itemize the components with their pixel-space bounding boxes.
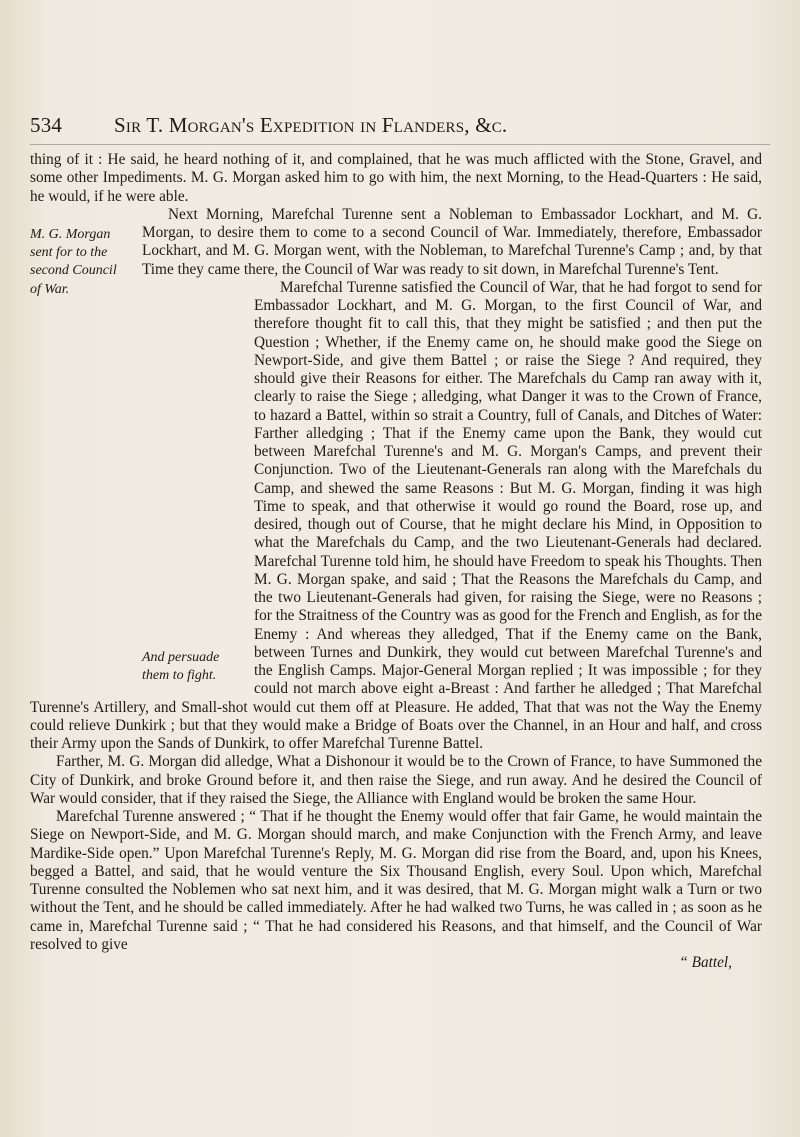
paragraph-1: thing of it : He said, he heard nothing of it, and complained, that he was much afflicted with the Stone, Gravel, and some other Impediments. M. G. Morgan asked him to go with him, the next Morning, to the Head-Quarters : He said, he would, if he were able.: [30, 151, 762, 205]
running-head: [30, 108, 770, 142]
paragraph-3: Marefchal Turenne satisfied the Council of War, that he had forgot to send for Embassador Lockhart, and M. G. Morgan, to the first Council of War, and therefore thought fit to call this, that they might be satisfied ; and then put the Question ; Whether, if the Enemy came on, he should make good the Siege on Newport-Side, and give them Battel ; or raise the Siege ? And required, they should give their Reasons for either. The Marefchals du Camp ran away with it, clearly to raise the Siege ; alledging, what Danger it was to the Crown of France, to hazard a Battel, within so strait a Country, full of Canals, and Ditches of Water: Farther alledging ; That if the Enemy came upon the Bank, they would cut between Marefchal Turenne's and M. G. Morgan's Camps, and prevent their Conjunction. Two of the Lieutenant-Generals ran along with the Marefchals du Camp, and shewed the same Reasons : But M. G. Morgan, finding it was high Time to speak, and that otherwise it would go round the Board, rose up, and desired, though out of Course, that he might declare his Mind, in Opposition to what the Marefchals du Camp, and the two Lieutenant-Generals had declared. Marefchal Turenne told him, he should have Freedom to speak his Thoughts. Then M. G. Morgan spake, and said ; That the Reasons the Marefchals du Camp, and the two Lieutenant-Generals had given, for raising the Siege, were no Reasons ; for the Straitness of the Country was as good for the French and English, as for the Enemy : And whereas they alledged, That if the Enemy came on the Bank, between Turnes and Dunkirk, they would cut between Marefchal Turenne's and the English Camps. Major-General Morgan replied ; It was impossible ; for they could not march above eight a-Breast : And farther he alledged ; That Marefchal Turenne's Artillery, and Small-shot would cut them off at Pleasure. He added, That that was not the Way the Enemy could relieve Dunkirk ; but that they would make a Bridge of Boats over the Channel, in an Hour and half, and cross their Army upon the Sands of Dunkirk, to offer Marefchal Turenne Battel.: [30, 278, 762, 752]
body-text: [30, 151, 762, 972]
header-rule: [30, 144, 770, 145]
page-number: 534: [30, 113, 63, 137]
paragraph-2: Next Morning, Marefchal Turenne sent a Nobleman to Embassador Lockhart, and M. G. Morgan, to desire them to come to a second Council of War. Immediately, therefore, Embassador Lockhart, and M. G. Morgan went, with the Nobleman, to Marefchal Turenne's Camp ; and, by that Time they came there, the Council of War was ready to sit down, in Marefchal Turenne's Tent.: [142, 205, 762, 278]
running-title: Sir T. Morgan's Expedition in Flanders, &c.: [114, 113, 508, 137]
catchword: “ Battel,: [679, 954, 732, 971]
paragraph-5: Marefchal Turenne answered ; “ That if he thought the Enemy would offer that fair Game, he would maintain the Siege on Newport-Side, and M. G. Morgan should march, and make Conjunction with the French Army, and leave Mardike-Side open.” Upon Marefchal Turenne's Reply, M. G. Morgan did rise from the Board, and, upon his Knees, begged a Battel, and said, that he would venture the Six Thousand English, every Soul. Upon which, Marefchal Turenne consulted the Noblemen who sat next him, and it was desired, that M. G. Morgan might walk a Turn or two without the Tent, and he should be called immediately. After he had walked two Turns, he was called in ; as soon as he came in, Marefchal Turenne said ; “ That he had considered his Reasons, and that himself, and the Council of War resolved to give: [30, 808, 762, 953]
paragraph-4: Farther, M. G. Morgan did alledge, What a Dishonour it would be to the Crown of France, to have Summoned the City of Dunkirk, and broke Ground before it, and then raise the Siege, and run away. And he desired the Council of War would consider, that if they raised the Siege, the Alliance with England would be broken the same Hour.: [30, 753, 762, 807]
sidenote-persuade-fight: And persuade them to fight.: [142, 649, 220, 683]
sidenote-second-council: M. G. Morgan sent for to the second Council of War.: [30, 226, 117, 297]
